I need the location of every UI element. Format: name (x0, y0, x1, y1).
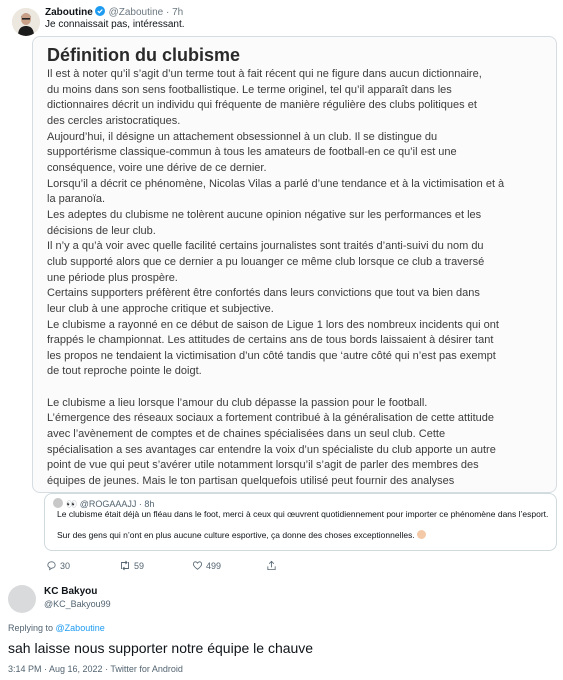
quote-eyes-emoji: 👀 (66, 499, 78, 509)
image-text-line: Les adeptes du clubisme ne tolèrent aucune opinion négative sur les performances et les (47, 208, 482, 221)
image-text-line: avec l’avènement de comptes et de chaines spécialisées dans un seul club. Cette (47, 428, 446, 441)
heart-icon (192, 560, 203, 571)
tweet-actions (44, 560, 344, 574)
image-text-line: de tout reproche pointe le doigt. (47, 365, 202, 378)
reply-icon (46, 560, 57, 571)
image-text-line: club supporté alors que ce dernier a pu louanger ce même club lorsque ce club a traversé (47, 255, 485, 268)
author-handle[interactable]: @Zaboutine (108, 7, 164, 18)
quoted-tweet[interactable] (44, 493, 557, 551)
like-count: 499 (206, 561, 222, 571)
like-action[interactable] (192, 560, 221, 571)
replying-to-line (8, 623, 105, 633)
image-text-line: la paranoïa. (47, 193, 106, 206)
image-text-line: Certains supporters préfèrent être confortés dans leurs convictions que tout va bien dans (47, 287, 480, 300)
zaboutine-avatar[interactable] (12, 8, 40, 36)
replying-prefix: Replying to (8, 623, 54, 633)
share-icon (266, 560, 277, 571)
quote-text-line-2-text: Sur des gens qui n’ont en plus aucune culture esportive, ça donne des choses exceptionnelles. (57, 530, 415, 540)
replying-to-link[interactable]: @Zaboutine (55, 623, 105, 633)
tweet-image[interactable] (32, 36, 557, 493)
image-text-line: leur club à une approche critique et subjective. (47, 302, 274, 315)
image-text-line: du moins dans son sens footballistique. Le terme originel, tel qu’il apparaît dans les (47, 83, 452, 96)
image-text-line (47, 380, 547, 396)
image-text-line: une période plus prospère. (47, 271, 178, 284)
image-text-line: Le clubisme a rayonné en ce début de saison de Ligue 1 lors des nombreux incidents qui ont (47, 318, 499, 331)
image-text-line: conséquence, voire une dérive de ce dernier. (47, 161, 267, 174)
reply-meta[interactable]: 3:14 PM · Aug 16, 2022 · Twitter for Android (8, 664, 183, 674)
reply-action[interactable] (46, 560, 70, 571)
verified-badge-icon (95, 6, 105, 16)
author-name[interactable]: Zaboutine (45, 7, 93, 18)
retweet-icon (119, 560, 131, 571)
kc-bakyou-avatar[interactable] (8, 585, 36, 613)
image-text-line: Le clubisme a lieu lorsque l’amour du club dépasse la passion pour le football. (47, 396, 428, 409)
reply-text: sah laisse nous supporter notre équipe le chauve (8, 640, 314, 656)
image-text-line: Lorsqu’il a décrit ce phénomène, Nicolas Vilas a parlé d’une tendance et à la victimisation et à (47, 177, 505, 190)
image-text-line: spécialisation a ses avantages car entendre la voix d’un spécialiste du club apporte un autre (47, 443, 496, 456)
image-text-line: supportérisme classique-commun à tous les amateurs de football-en ce qu’il est une (47, 146, 457, 159)
image-text-line: les propos ne tendaient la victimisation d’un côté tandis que ‘autre côté qui n’est pas exempt (47, 349, 496, 362)
quote-text-line-2 (57, 530, 426, 541)
image-text-line: L’émergence des réseaux sociaux a fortement contribué à la généralisation de cette attitude (47, 412, 494, 425)
image-text-line: Il est à noter qu’il s’agit d’un terme tout à fait récent qui ne figure dans aucun dictionnaire, (47, 68, 482, 80)
quote-time: 8h (144, 499, 155, 509)
image-text-line: dictionnaires décrit un individu qui fréquente de manière régulière des clubs politiques et (47, 99, 477, 112)
quote-separator: · (138, 499, 142, 509)
retweet-count: 59 (134, 561, 145, 571)
clapping-hands-icon (417, 530, 426, 539)
quote-avatar (53, 498, 63, 508)
quote-handle[interactable]: @ROGAAAJJ (79, 499, 137, 509)
tweet-header (45, 6, 183, 19)
image-text-line: point de vue qui peut s’avérer utile notamment lorsqu’il s’agit de parler des membres des (47, 459, 479, 472)
tweet-time[interactable]: 7h (172, 7, 184, 18)
quote-text-line-1: Le clubisme était déjà un fléau dans le foot, merci à ceux qui œuvrent quotidiennement pour importer ce phénomène dans l’esport. (57, 509, 549, 519)
reply-author-handle[interactable]: @KC_Bakyou99 (44, 599, 111, 609)
retweet-action[interactable] (119, 560, 144, 571)
reply-count: 30 (60, 561, 71, 571)
reply-author-name[interactable]: KC Bakyou (44, 586, 98, 597)
image-text-body (47, 67, 547, 493)
header-separator: · (165, 7, 170, 18)
image-title: Définition du clubisme (47, 45, 241, 65)
tweet-text: Je connaissait pas, intéressant. (45, 19, 185, 30)
image-text-line: frappés le championnat. Les attitudes de certains ans de tous bords laissaient à désirer tant (47, 334, 494, 347)
image-text-line: décisions de leur club. (47, 224, 156, 237)
share-action[interactable] (266, 560, 280, 571)
image-text-line: des cercles aristocratiques. (47, 114, 181, 127)
image-text-line: Aujourd’hui, il désigne un attachement obsessionnel à un club. Il se distingue du (47, 130, 438, 143)
avatar-portrait-icon (12, 8, 40, 36)
image-text-line: Il n’y a qu’à voir avec quelle facilité certains journalistes sont traités d’anti-suivi du nom du (47, 240, 484, 253)
image-text-line: équipes de jeunes. Mais le ton partisan quelquefois utilisé peut fournir des analyses (47, 475, 455, 488)
